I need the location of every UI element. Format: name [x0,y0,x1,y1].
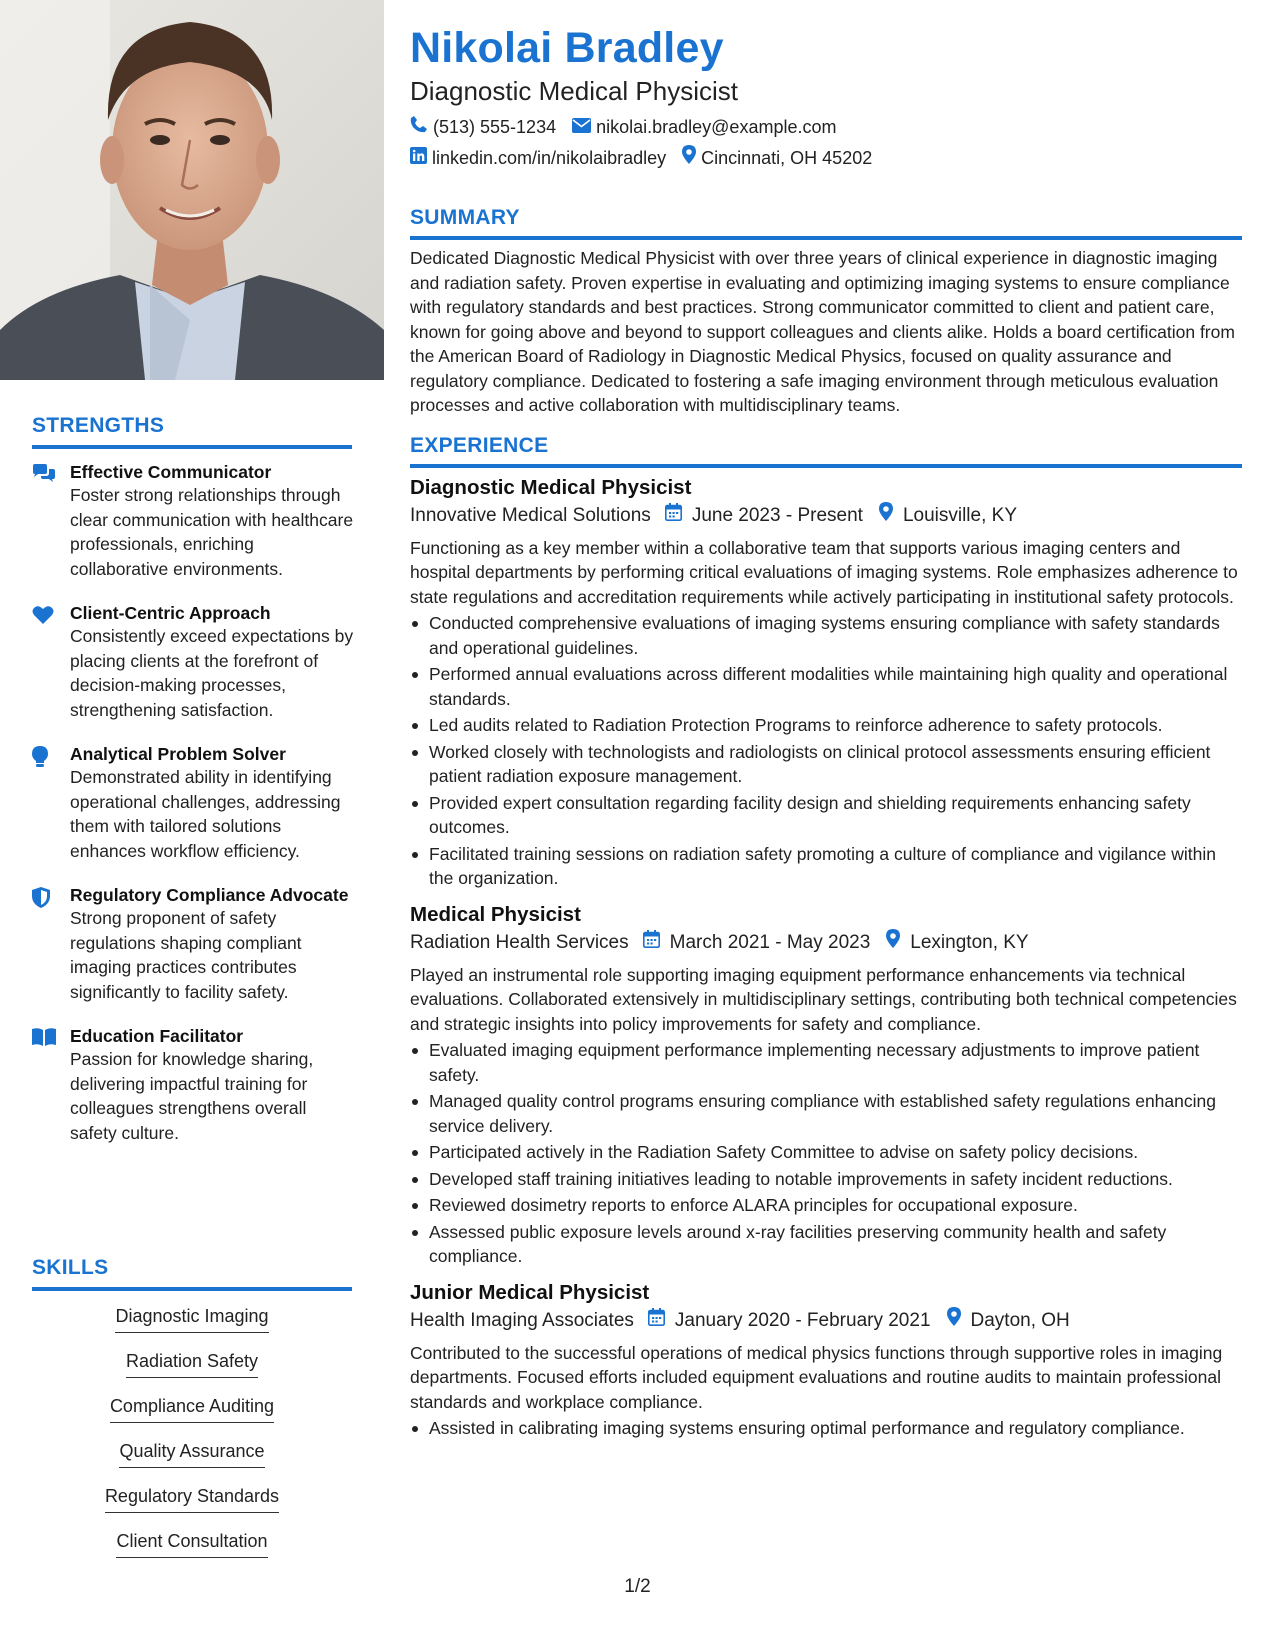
job-bullets [410,1416,1242,1441]
strength-description: Strong proponent of safety regulations shaping compliant imaging practices contributes significantly to facility safety. [70,908,302,1002]
job-role: Diagnostic Medical Physicist [410,475,692,499]
location-text: Cincinnati, OH 45202 [701,147,873,168]
strength-title: Analytical Problem Solver [70,744,286,764]
job-bullet: Evaluated imaging equipment performance implementing necessary adjustments to improve patient safety. [410,1038,1242,1087]
job-role: Medical Physicist [410,902,581,926]
job-company: Innovative Medical Solutions [410,504,651,526]
job-dates: January 2020 - February 2021 [674,1309,931,1331]
job-meta [410,929,1242,957]
contact-row-2 [410,145,1242,170]
job-dates: June 2023 - Present [691,504,863,526]
skills-heading: SKILLS [32,1256,352,1291]
strengths-heading: STRENGTHS [32,414,352,449]
sidebar [0,0,384,1650]
skills-list [32,1304,352,1574]
lightbulb-icon [32,744,70,863]
candidate-name: Nikolai Bradley [410,24,724,72]
job-bullets [410,1038,1242,1269]
phone-icon [410,115,433,139]
linkedin-icon [410,146,432,170]
job-description: Functioning as a key member within a collaborative team that supports various imaging centers and hospital departments by performing critical evaluations of imaging systems. Role emphasizes adherence to state regulations and accreditation requirements while actively participating in institutional safety protocols. [410,537,1238,607]
calendar-icon [665,502,692,530]
chat-bubbles-icon [32,462,70,581]
job-bullet: Assisted in calibrating imaging systems ensuring optimal performance and regulatory compliance. [410,1416,1242,1441]
phone-text: (513) 555-1234 [433,117,557,137]
job-location: Dayton, OH [970,1309,1070,1331]
skill-label: Quality Assurance [119,1439,264,1468]
strength-title: Effective Communicator [70,462,272,482]
strength-item [32,885,354,1004]
job-entry [410,1279,1242,1441]
skill-label: Diagnostic Imaging [115,1304,268,1333]
strength-title: Client-Centric Approach [70,603,271,623]
candidate-title: Diagnostic Medical Physicist [410,76,739,106]
map-pin-icon [886,929,910,957]
skill-item [32,1529,352,1574]
email-link[interactable]: nikolai.bradley@example.com [596,117,837,137]
skill-item [32,1394,352,1439]
summary-heading: SUMMARY [410,206,1242,240]
job-bullet: Participated actively in the Radiation Safety Committee to advise on safety policy decisions. [410,1140,1242,1165]
job-location: Louisville, KY [902,504,1017,526]
job-bullet: Led audits related to Radiation Protection Programs to reinforce adherence to safety protocols. [410,713,1242,738]
job-description: Contributed to the successful operations of medical physics functions through supportive roles in imaging departments. Focused efforts included equipment evaluations and routine audits to maintain professional standards and workplace compliance. [410,1342,1223,1412]
job-location: Lexington, KY [910,931,1029,953]
strength-title: Education Facilitator [70,1026,244,1046]
skill-label: Compliance Auditing [110,1394,274,1423]
job-bullet: Provided expert consultation regarding facility design and shielding requirements enhancing safety outcomes. [410,791,1242,840]
skill-label: Radiation Safety [126,1349,258,1378]
job-entry [410,474,1242,891]
skill-label: Regulatory Standards [105,1484,279,1513]
skill-label: Client Consultation [116,1529,267,1558]
skill-item [32,1484,352,1529]
job-bullet: Worked closely with technologists and radiologists on clinical protocol assessments ensuring efficient patient radiation exposure management. [410,740,1242,789]
strength-item [32,1026,354,1145]
skill-item [32,1304,352,1349]
job-bullet: Reviewed dosimetry reports to enforce ALARA principles for occupational exposure. [410,1193,1242,1218]
strength-item [32,462,354,581]
strengths-list [32,462,354,1167]
map-pin-icon [682,145,701,170]
job-meta [410,1307,1242,1335]
job-company: Health Imaging Associates [410,1309,634,1331]
experience-heading: EXPERIENCE [410,434,1242,468]
job-bullet: Facilitated training sessions on radiation safety promoting a culture of compliance and vigilance within the organization. [410,842,1242,891]
location-contact [682,145,872,170]
job-bullet: Managed quality control programs ensuring compliance with established safety regulations enhancing service delivery. [410,1089,1242,1138]
strength-description: Demonstrated ability in identifying operational challenges, addressing them with tailored solutions enhances workflow efficiency. [70,767,341,861]
job-role: Junior Medical Physicist [410,1280,650,1304]
contact-row [410,115,1242,139]
strength-description: Foster strong relationships through clear communication with healthcare professionals, enriching collaborative environments. [70,485,354,579]
job-company: Radiation Health Services [410,931,629,953]
skill-item [32,1349,352,1394]
strength-title: Regulatory Compliance Advocate [70,885,349,905]
job-entry [410,901,1242,1269]
map-pin-icon [879,502,903,530]
main-content [410,22,1242,1443]
job-bullet: Conducted comprehensive evaluations of imaging systems ensuring compliance with safety standards and operational guidelines. [410,611,1242,660]
job-bullet: Performed annual evaluations across different modalities while maintaining high quality and operational standards. [410,662,1242,711]
book-open-icon [32,1026,70,1145]
job-description: Played an instrumental role supporting imaging equipment performance enhancements via technical evaluations. Collaborated extensively in multidisciplinary settings, contributing both technical competencies and strategic insights into policy improvements for safety and compliance. [410,964,1237,1034]
linkedin-contact [410,146,666,170]
skill-item [32,1439,352,1484]
job-bullet: Developed staff training initiatives leading to notable improvements in safety incident reductions. [410,1167,1242,1192]
job-bullet: Assessed public exposure levels around x-ray facilities preserving community health and safety compliance. [410,1220,1242,1269]
shield-icon [32,885,70,1004]
page-number: 1/2 [624,1576,651,1597]
strength-description: Passion for knowledge sharing, delivering impactful training for colleagues strengthens overall safety culture. [70,1049,314,1143]
email-contact [572,115,836,139]
heart-icon [32,603,70,722]
summary-text: Dedicated Diagnostic Medical Physicist with over three years of clinical experience in diagnostic imaging and radiation safety. Proven expertise in evaluating and optimizing imaging systems to ensure compliance with regulatory standards and best practices. Strong communicator committed to client and patient care, known for going above and beyond to support colleagues and clients alike. Holds a board certification from the American Board of Radiology in Diagnostic Medical Physics, focused on quality assurance and regulatory compliance. Dedicated to fostering a safe imaging environment through meticulous evaluation processes and active collaboration with multidisciplinary teams. [410,248,1235,415]
linkedin-link[interactable]: linkedin.com/in/nikolaibradley [432,147,667,168]
strength-item [32,603,354,722]
calendar-icon [648,1307,675,1335]
map-pin-icon [947,1307,971,1335]
profile-photo [0,0,384,380]
phone-contact [410,115,556,139]
envelope-icon [572,115,596,139]
strength-item [32,744,354,863]
job-meta [410,502,1242,530]
calendar-icon [643,929,670,957]
job-bullets [410,611,1242,891]
job-dates: March 2021 - May 2023 [669,931,871,953]
strength-description: Consistently exceed expectations by placing clients at the forefront of decision-making processes, strengthening satisfaction. [70,626,354,720]
